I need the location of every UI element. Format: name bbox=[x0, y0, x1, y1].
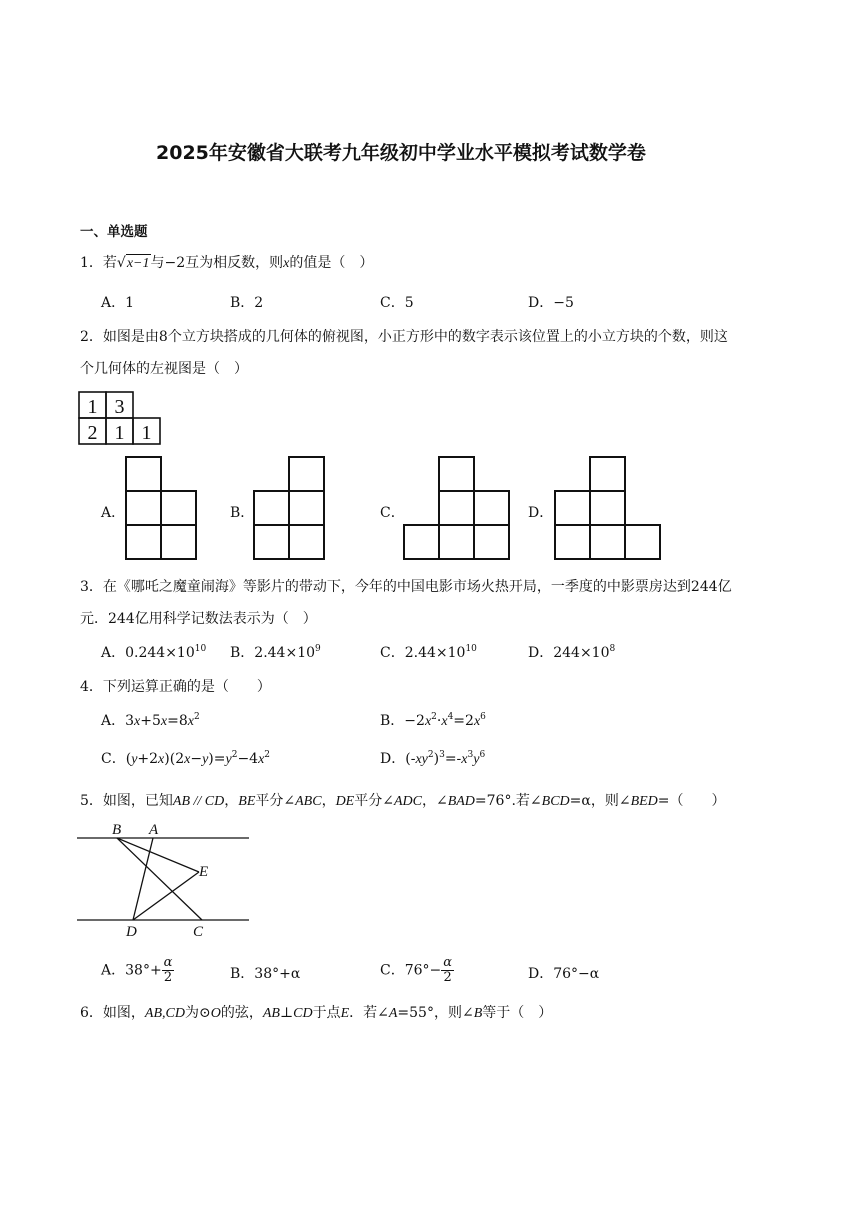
q4-option-c: C．$(y+2x)(2x-y)=y^2-4x^2$ bbox=[101, 750, 271, 767]
fraction-alpha-half: $\frac{\alpha}{2}$ bbox=[163, 955, 173, 985]
question-2-line1: 2．如图是由8个立方块搭成的几何体的俯视图，小正方形中的数字表示该位置上的小立方块的个数，则这 bbox=[80, 329, 728, 345]
question-2-line2: 个几何体的左视图是（ ） bbox=[80, 361, 248, 377]
top-view-grid bbox=[79, 392, 163, 446]
grid-cell-1: 1 bbox=[87, 396, 98, 418]
fraction-alpha-half: $\frac{\alpha}{2}$ bbox=[443, 955, 453, 985]
q2-figure-c bbox=[404, 457, 512, 561]
q3-option-c: C．$2.44\times 10^{10}$ bbox=[380, 644, 477, 661]
point-c-label: C bbox=[193, 924, 204, 940]
question-6: 6．如图，AB,CD为⊙O的弦，AB⊥CD于点E．若∠A=55°，则∠B等于（ ） bbox=[80, 1005, 553, 1021]
grid-cell-3: 2 bbox=[87, 422, 98, 444]
question-4: 4．下列运算正确的是（ ） bbox=[80, 679, 271, 695]
grid-cell-2: 3 bbox=[114, 396, 125, 418]
question-3-line1: 3．在《哪吒之魔童闹海》等影片的带动下，今年的中国电影市场火热开局，一季度的中影票房达到244亿 bbox=[80, 579, 732, 595]
q3-option-b: B．$2.44\times 10^9$ bbox=[230, 644, 321, 661]
question-1: 1．若√x−1与−2互为相反数，则x的值是（ ） bbox=[80, 255, 374, 271]
q5-option-b: B．38°+α bbox=[230, 966, 301, 982]
page-title: 2025年安徽省大联考九年级初中学业水平模拟考试数学卷 bbox=[156, 142, 646, 164]
q3-option-a: A．$0.244\times 10^{10}$ bbox=[101, 644, 207, 661]
point-e-label: E bbox=[199, 864, 209, 880]
q1-option-b: B．2 bbox=[230, 295, 264, 311]
q3-option-d: D．$244\times 10^8$ bbox=[528, 644, 616, 661]
question-3-line2: 元．244亿用科学记数法表示为（ ） bbox=[80, 611, 317, 627]
q4-option-b: B．$-2x^2\cdot x^4=2x^6$ bbox=[380, 712, 486, 729]
q2-figure-a bbox=[126, 457, 198, 561]
section-heading: 一、单选题 bbox=[80, 224, 148, 240]
q4-option-a: A．$3x+5x=8x^2$ bbox=[101, 712, 200, 729]
question-5: 5．如图，已知AB // CD，BE平分∠ABC，DE平分∠ADC，∠BAD=76°.若∠BCD=α，则∠BED=（ ） bbox=[80, 793, 726, 809]
q2-option-b-label: B． bbox=[230, 505, 255, 521]
q5-option-c: C．76°− $\frac{\alpha}{2}$ bbox=[380, 955, 453, 985]
q2-option-a-label: A． bbox=[101, 505, 126, 521]
q2-option-c-label: C． bbox=[380, 505, 405, 521]
q1-option-a: A．1 bbox=[101, 295, 135, 311]
point-b-label: B bbox=[112, 822, 122, 838]
q2-figure-b bbox=[254, 457, 326, 561]
q5-option-a: A．38°+ $\frac{\alpha}{2}$ bbox=[101, 955, 173, 985]
q4-option-d: D．$(-xy^2)^3=-x^3y^6$ bbox=[380, 750, 486, 767]
q2-option-d-label: D． bbox=[528, 505, 554, 521]
grid-cell-4: 1 bbox=[114, 422, 125, 444]
grid-cell-5: 1 bbox=[141, 422, 152, 444]
q2-figure-d bbox=[555, 457, 663, 561]
q5-geometry-figure bbox=[77, 820, 253, 944]
q1-option-c: C．5 bbox=[380, 295, 414, 311]
q5-option-d: D．76°−α bbox=[528, 966, 600, 982]
q1-option-d: D．−5 bbox=[528, 295, 574, 311]
point-d-label: D bbox=[126, 924, 137, 940]
point-a-label: A bbox=[149, 822, 159, 838]
